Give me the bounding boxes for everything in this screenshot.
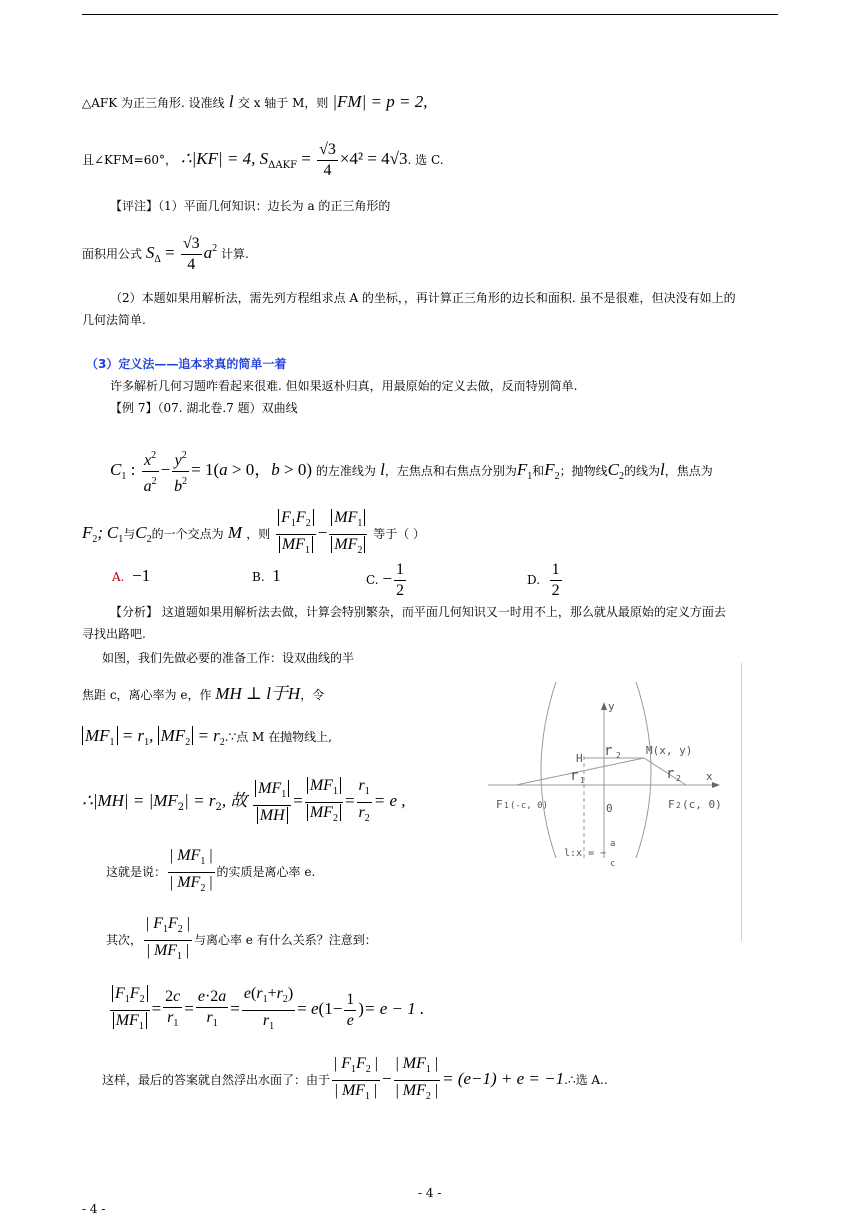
prep-line-4: ∴|MH| = $|MF_2| = r_2$, 故 $\frac{MF_1}{MH}$ = $\frac{MF_1}{MF_2}$ = $\frac{r_1}{r_2}$ = e ,	[82, 777, 406, 824]
y-arrow	[601, 702, 607, 710]
example-label: 【例 7】	[110, 401, 158, 415]
comment-line-1b: 面积用公式 $S_\Delta$ = $\frac{√3}{4}$ $a^2$ 计算.	[82, 235, 249, 273]
math: ∴|KF| = 4, S	[180, 149, 269, 168]
section-title: （3）定义法——追本求真的简单一着	[86, 357, 287, 371]
y-label: y	[608, 700, 615, 713]
text: . 选 C.	[407, 153, 444, 167]
fraction: $\frac{√3}{4}$	[319, 141, 336, 179]
hyperbola-diagram	[480, 662, 730, 869]
option-b: B. 1	[252, 566, 281, 585]
example-line-3: $F_2$; $C_1$与$C_2$的一个交点为 M ，则 $\frac{F_1F_2}{MF_1}$ − $\frac{MF_1}{MF_2}$ 等于（ ）	[82, 509, 426, 556]
prep-line-3: $MF_1 = r_1$, $MF_2$ = $r_2.\because$点 M 在抛物线上,	[82, 726, 332, 753]
origin-label: 0	[606, 802, 613, 815]
left-branch	[541, 682, 556, 858]
a2-label: a	[610, 839, 616, 849]
f1-label: F	[496, 798, 503, 811]
svg-text:1: 1	[580, 776, 585, 785]
text: 计算.	[220, 247, 249, 261]
text: （2）本题如果用解析法，需先列方程组求点 A 的坐标，，再计算正三角形的边长和面积. 虽不是很难，但决没有如上的	[110, 291, 736, 305]
text: △AFK 为正三角形. 设准线	[82, 96, 225, 110]
prep-line-1: 如图，我们先做必要的准备工作：设双曲线的半	[102, 651, 355, 665]
text: 交 x 轴于 M，则	[237, 96, 329, 110]
math-sub: ΔAKF	[268, 160, 298, 171]
h-label: H	[576, 752, 583, 765]
text: 面积用公式	[82, 247, 143, 261]
right-branch	[636, 682, 651, 858]
example-line-2: $C_1$ : $\frac{x^2}{a^2}$ − $\frac{y^2}{b^2}$ = 1(a > 0，b > 0) 的左准线为 l，左焦点和右焦点分别为$F_1$和$F_2$；抛物线$C_2$的线为l，焦点为	[110, 446, 713, 497]
analysis-line-1: 【分析】 这道题如果用解析法去做，计算会特别繁杂，而平面几何知识又一时用不上，那么就从最原始的定义方面去	[110, 605, 726, 619]
prep-line-5: 这就是说： $\frac{| MF_1 |}{| MF_2 |}$ 的实质是离心率 e.	[106, 847, 316, 894]
text: 几何法简单.	[82, 313, 146, 327]
math-fm: |FM| = p = 2,	[332, 92, 428, 111]
prep-line-2: 焦距 c，离心率为 e，作 MH ⊥ l于H，令	[82, 684, 325, 703]
m-label: M(x, y)	[646, 744, 693, 757]
page-number-center: - 4 -	[418, 1186, 442, 1200]
text: （1）平面几何知识：边长为 a 的正三角形的	[158, 199, 391, 213]
comment-line-2	[110, 288, 736, 308]
solution-line-2: 且∠KFM=60°， ∴|KF| = 4, $S_{\Delta AKF}$ = $\frac{√3}{4}$ ×4² = 4√3. 选 C.	[82, 141, 444, 179]
f2-label: F	[668, 798, 675, 811]
x-arrow	[712, 782, 720, 788]
page-number-left: - 4 -	[82, 1202, 106, 1216]
c-label: c	[610, 859, 616, 869]
math: ×4² = 4√3	[339, 149, 408, 168]
option-a: A. −1	[112, 566, 151, 585]
x-label: x	[706, 770, 713, 783]
directrix-label: l:x = −	[564, 848, 607, 859]
next-line: 其次， $\frac{| F_1F_2 |}{| MF_1 |}$ 与离心率 e 有什么关系？注意到：	[106, 915, 377, 962]
svg-text:2: 2	[676, 774, 681, 783]
f1-coord: (-c, 0)	[510, 801, 548, 811]
f2-coord: (c, 0)	[682, 798, 722, 811]
r1-label: r	[570, 768, 579, 784]
header-rule	[82, 14, 778, 15]
solution-line-1: △AFK 为正三角形. 设准线 l 交 x 轴于 M，则 |FM| = p = 2,	[82, 92, 428, 111]
text: 且∠KFM=60°，	[82, 153, 177, 167]
option-c: C. − $\frac{1}{2}$	[366, 561, 404, 599]
svg-text:2: 2	[676, 801, 681, 810]
example-heading	[110, 398, 298, 418]
derivation-equation: $\frac{F_1F_2}{MF_1}$ = $\frac{2c}{r_1}$ = $\frac{e\cdot 2a}{r_1}$ = $\frac{e(r_1+r_2)}{r_1}$ = e(1− $\frac{1}{e}$ )= e − 1 .	[108, 984, 424, 1037]
text: （07. 湖北卷.7 题）双曲线	[157, 401, 298, 415]
comment-line-2b	[82, 310, 146, 330]
analysis-line-2: 寻找出路吧.	[82, 627, 146, 641]
final-line: 这样，最后的答案就自然浮出水面了：由于 $\frac{| F_1F_2 |}{| MF_1 |}$ − $\frac{| MF_1 |}{| MF_2 |}$ = (e−1) + e = −1.∴选 A..	[102, 1055, 608, 1102]
svg-text:2: 2	[616, 751, 621, 760]
option-d: D. $\frac{1}{2}$	[527, 561, 560, 599]
section-intro: 许多解析几何习题咋看起来很难. 但如果返朴归真，用最原始的定义去做，反而特别简单.	[110, 379, 578, 393]
comment-line-1	[110, 196, 390, 216]
diagram-border-line	[741, 663, 742, 941]
r2-label-right: r	[666, 766, 675, 782]
fraction: $\frac{√3}{4}$	[182, 235, 200, 273]
comment-label: 【评注】	[110, 199, 159, 213]
r2-label-top: r	[604, 743, 613, 759]
svg-text:1: 1	[504, 801, 509, 810]
